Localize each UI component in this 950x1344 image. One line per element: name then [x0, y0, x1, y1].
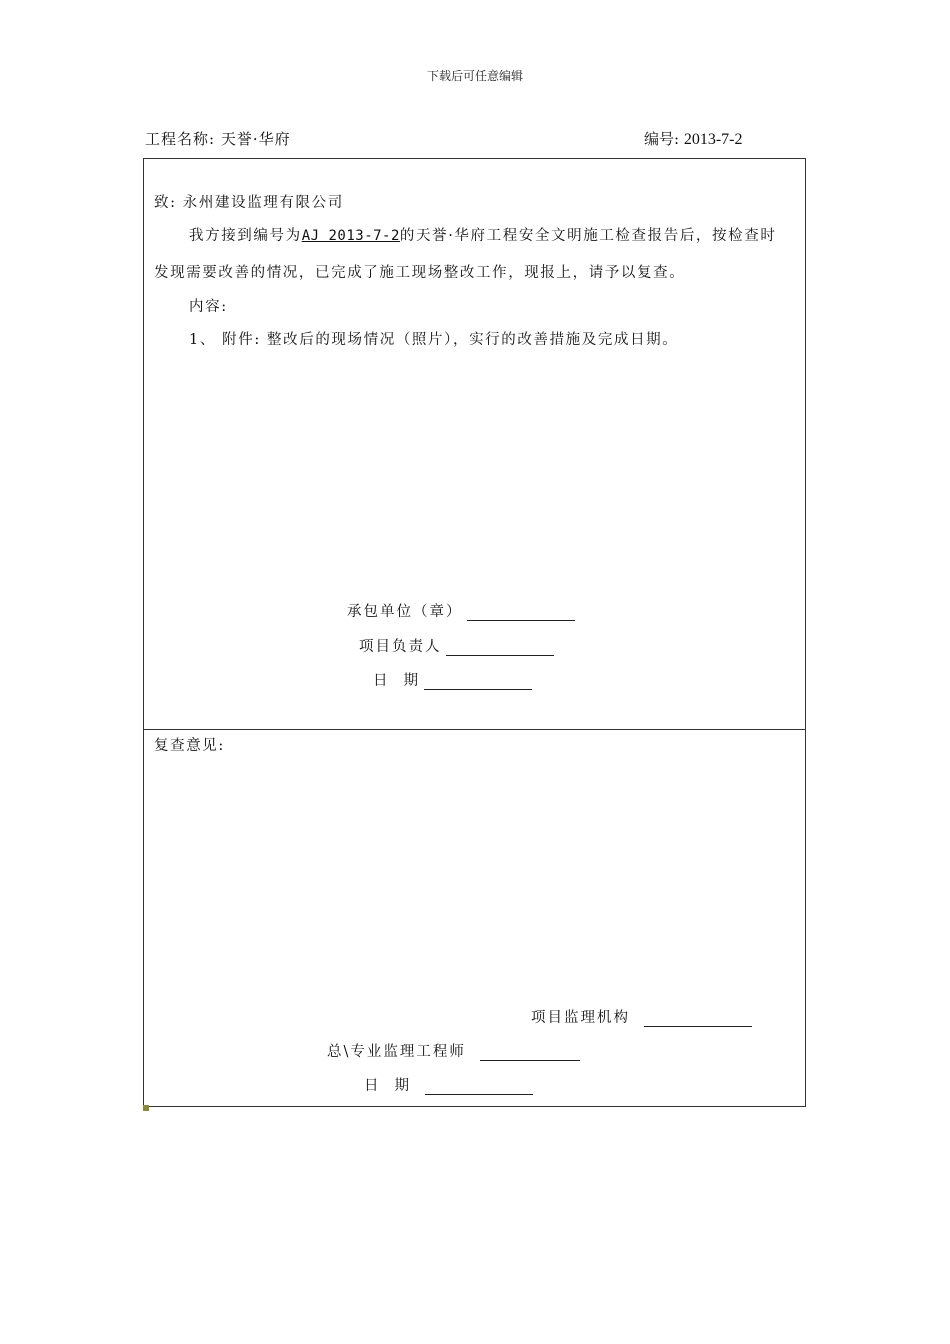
paragraph-line-2: 发现需要改善的情况，已完成了施工现场整改工作，现报上，请予以复查。: [154, 265, 686, 281]
project-label: 工程名称:: [145, 130, 216, 148]
engineer-signature: [327, 1040, 580, 1061]
rectification-form: [143, 158, 806, 1107]
review-date-row: [364, 1074, 533, 1095]
contractor-unit-signature: [347, 600, 575, 621]
report-reference: AJ 2013-7-2: [301, 228, 400, 244]
supervision-org-label: 项目监理机构: [531, 1010, 630, 1026]
engineer-label: 总\专业监理工程师: [327, 1044, 466, 1060]
date-label-char-1: 日: [373, 673, 390, 689]
project-manager-label: 项目负责人: [359, 639, 442, 655]
supervision-org-blank[interactable]: [644, 1012, 752, 1027]
review-opinion-label: 复查意见:: [154, 738, 225, 754]
review-date-char-2: 期: [394, 1078, 411, 1094]
date-label-char-2: 期: [403, 673, 420, 689]
contractor-unit-blank[interactable]: [467, 606, 575, 621]
number-value: 2013-7-2: [683, 131, 743, 148]
paragraph-line-1: [189, 224, 776, 245]
contractor-unit-label: 承包单位（章）: [347, 604, 463, 620]
contractor-date-row: [373, 669, 532, 690]
content-label: 内容:: [189, 299, 228, 315]
paragraph-prefix: 我方接到编号为: [189, 228, 302, 244]
paragraph-suffix: 的天誉·华府工程安全文明施工检查报告后，按检查时: [399, 228, 777, 244]
attachment-item: 1、 附件: 整改后的现场情况（照片），实行的改善措施及完成日期。: [189, 332, 679, 348]
header-note: 下载后可任意编辑: [426, 69, 523, 83]
project-name-row: [145, 128, 291, 149]
project-manager-blank[interactable]: [446, 641, 554, 656]
review-date-blank[interactable]: [425, 1080, 533, 1095]
review-date-char-1: 日: [364, 1078, 381, 1094]
supervision-org-signature: [531, 1006, 752, 1027]
project-manager-signature: [359, 635, 554, 656]
addressee-line: 致: 永州建设监理有限公司: [154, 195, 344, 211]
contractor-date-blank[interactable]: [424, 675, 532, 690]
section-divider: [144, 729, 805, 730]
engineer-blank[interactable]: [480, 1046, 580, 1061]
project-name: 天誉·华府: [220, 130, 291, 148]
number-label: 编号:: [644, 130, 680, 148]
number-row: [644, 128, 743, 149]
table-anchor-marker: [143, 1105, 149, 1111]
